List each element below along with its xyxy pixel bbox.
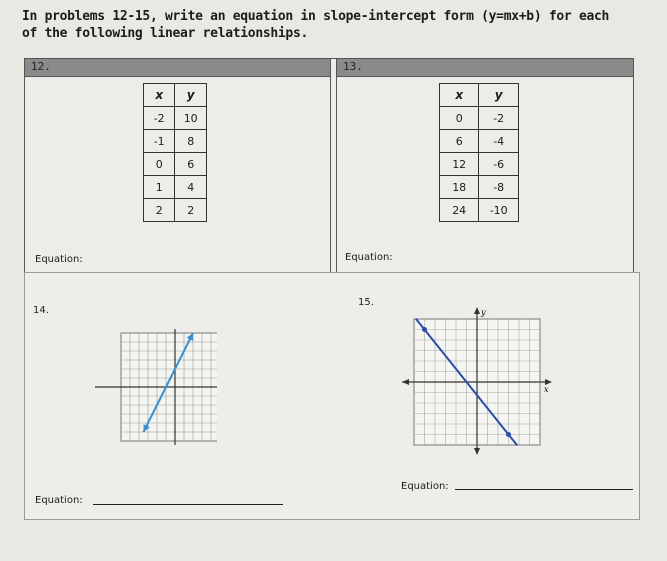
- problem-15-graph: [402, 307, 552, 455]
- problem-13-number: 13.: [343, 60, 363, 73]
- x-cell: 0: [440, 107, 479, 130]
- problem-14-equation-label: Equation:: [35, 495, 83, 506]
- y-cell: 8: [175, 130, 207, 153]
- column-divider-left: [330, 59, 331, 274]
- table-row: [144, 153, 207, 176]
- x-axis-label: x: [544, 385, 549, 394]
- x-axis-arrow-left: [402, 379, 409, 385]
- problem-15-number: 15.: [358, 297, 374, 308]
- table-row: [440, 199, 519, 222]
- problem-13-equation-label: Equation:: [345, 252, 393, 263]
- problem-13-header: [337, 59, 633, 77]
- x-cell: 18: [440, 176, 479, 199]
- table-row: [144, 107, 207, 130]
- y-header: y: [479, 84, 519, 107]
- line-point: [422, 327, 427, 332]
- x-cell: -1: [144, 130, 175, 153]
- x-header: x: [144, 84, 175, 107]
- problem-12-header: [25, 59, 330, 77]
- problems-14-15-box: [24, 272, 640, 520]
- y-cell: 10: [175, 107, 207, 130]
- table-header-row: [144, 84, 207, 107]
- y-axis-arrow-up: [474, 307, 480, 314]
- x-cell: -2: [144, 107, 175, 130]
- problem-15-equation-label: Equation:: [401, 481, 449, 492]
- problem-12-number: 12.: [31, 60, 51, 73]
- y-cell: -10: [479, 199, 519, 222]
- table-row: [440, 176, 519, 199]
- y-axis-label: y: [481, 308, 486, 317]
- column-divider-right: [336, 59, 337, 274]
- y-cell: -2: [479, 107, 519, 130]
- problem-15-answer-line[interactable]: [455, 489, 633, 490]
- table-row: [440, 130, 519, 153]
- x-cell: 6: [440, 130, 479, 153]
- x-cell: 0: [144, 153, 175, 176]
- y-cell: 6: [175, 153, 207, 176]
- x-cell: 24: [440, 199, 479, 222]
- problem-14-answer-line[interactable]: [93, 504, 283, 505]
- problem-14-number: 14.: [33, 305, 49, 316]
- y-axis-arrow-down: [474, 448, 480, 455]
- table-row: [144, 176, 207, 199]
- y-header: y: [175, 84, 207, 107]
- y-cell: -8: [479, 176, 519, 199]
- x-cell: 2: [144, 199, 175, 222]
- problem-14-graph: [95, 325, 217, 449]
- problems-12-13-box: [24, 58, 634, 275]
- x-header: x: [440, 84, 479, 107]
- problem-12-table: [143, 83, 207, 222]
- y-cell: -6: [479, 153, 519, 176]
- graph-grid: [95, 329, 217, 445]
- x-cell: 12: [440, 153, 479, 176]
- table-row: [440, 153, 519, 176]
- problem-13-table: [439, 83, 519, 222]
- line-point: [506, 432, 511, 437]
- problem-12-equation-label: Equation:: [35, 254, 83, 265]
- x-cell: 1: [144, 176, 175, 199]
- table-row: [144, 130, 207, 153]
- y-cell: -4: [479, 130, 519, 153]
- table-header-row: [440, 84, 519, 107]
- y-cell: 4: [175, 176, 207, 199]
- y-cell: 2: [175, 199, 207, 222]
- table-row: [144, 199, 207, 222]
- instructions: In problems 12-15, write an equation in slope-intercept form (y=mx+b) for each of the following linear relationships.: [22, 9, 610, 41]
- table-row: [440, 107, 519, 130]
